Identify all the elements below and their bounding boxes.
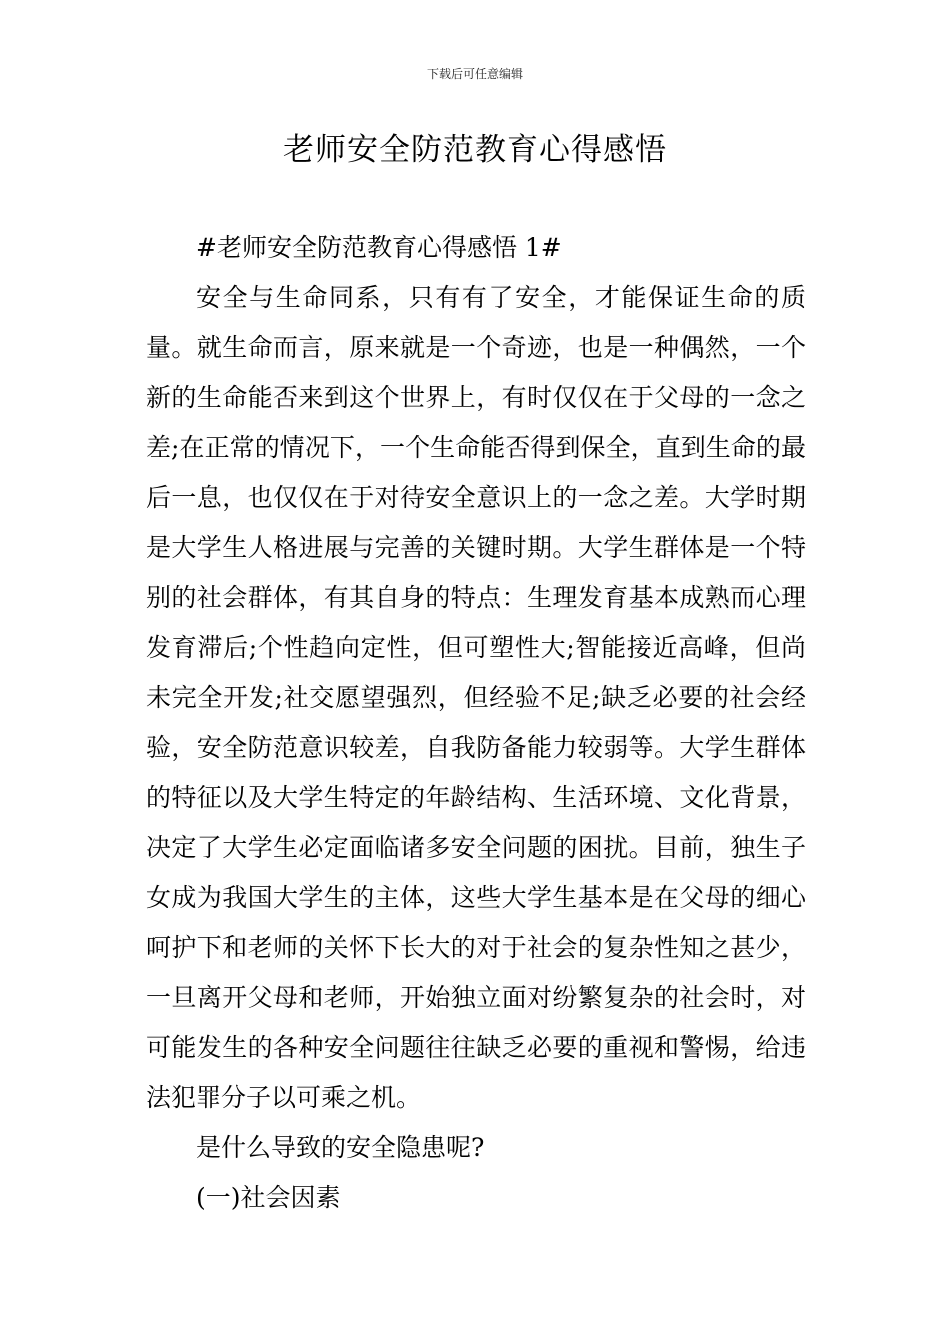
document-body bbox=[146, 223, 806, 1223]
section-heading: #老师安全防范教育心得感悟 1# bbox=[196, 233, 562, 262]
body-paragraph: 是什么导致的安全隐患呢? bbox=[196, 1133, 485, 1162]
header-note: 下载后可任意编辑 bbox=[426, 67, 523, 81]
body-paragraph: 安全与生命同系，只有有了安全，才能保证生命的质量。就生命而言，原来就是一个奇迹，也是一种偶然，一个新的生命能否来到这个世界上，有时仅仅在于父母的一念之差;在正常的情况下，一个生命能否得到保全，直到生命的最后一息，也仅仅在于对待安全意识上的一念之差。大学时期是大学生人格进展与完善的关键时期。大学生群体是一个特别的社会群体，有其自身的特点：生理发育基本成熟而心理发育滞后;个性趋向定性，但可塑性大;智能接近高峰，但尚未完全开发;社交愿望强烈，但经验不足;缺乏必要的社会经验，安全防范意识较差，自我防备能力较弱等。大学生群体的特征以及大学生特定的年龄结构、生活环境、文化背景，决定了大学生必定面临诸多安全问题的困扰。目前，独生子女成为我国大学生的主体，这些大学生基本是在父母的细心呵护下和老师的关怀下长大的对于社会的复杂性知之甚少，一旦离开父母和老师，开始独立面对纷繁复杂的社会时，对可能发生的各种安全问题往往缺乏必要的重视和警惕，给违法犯罪分子以可乘之机。 bbox=[146, 283, 806, 1112]
document-title: 老师安全防范教育心得感悟 bbox=[283, 132, 667, 168]
body-paragraph: (一)社会因素 bbox=[196, 1183, 341, 1212]
